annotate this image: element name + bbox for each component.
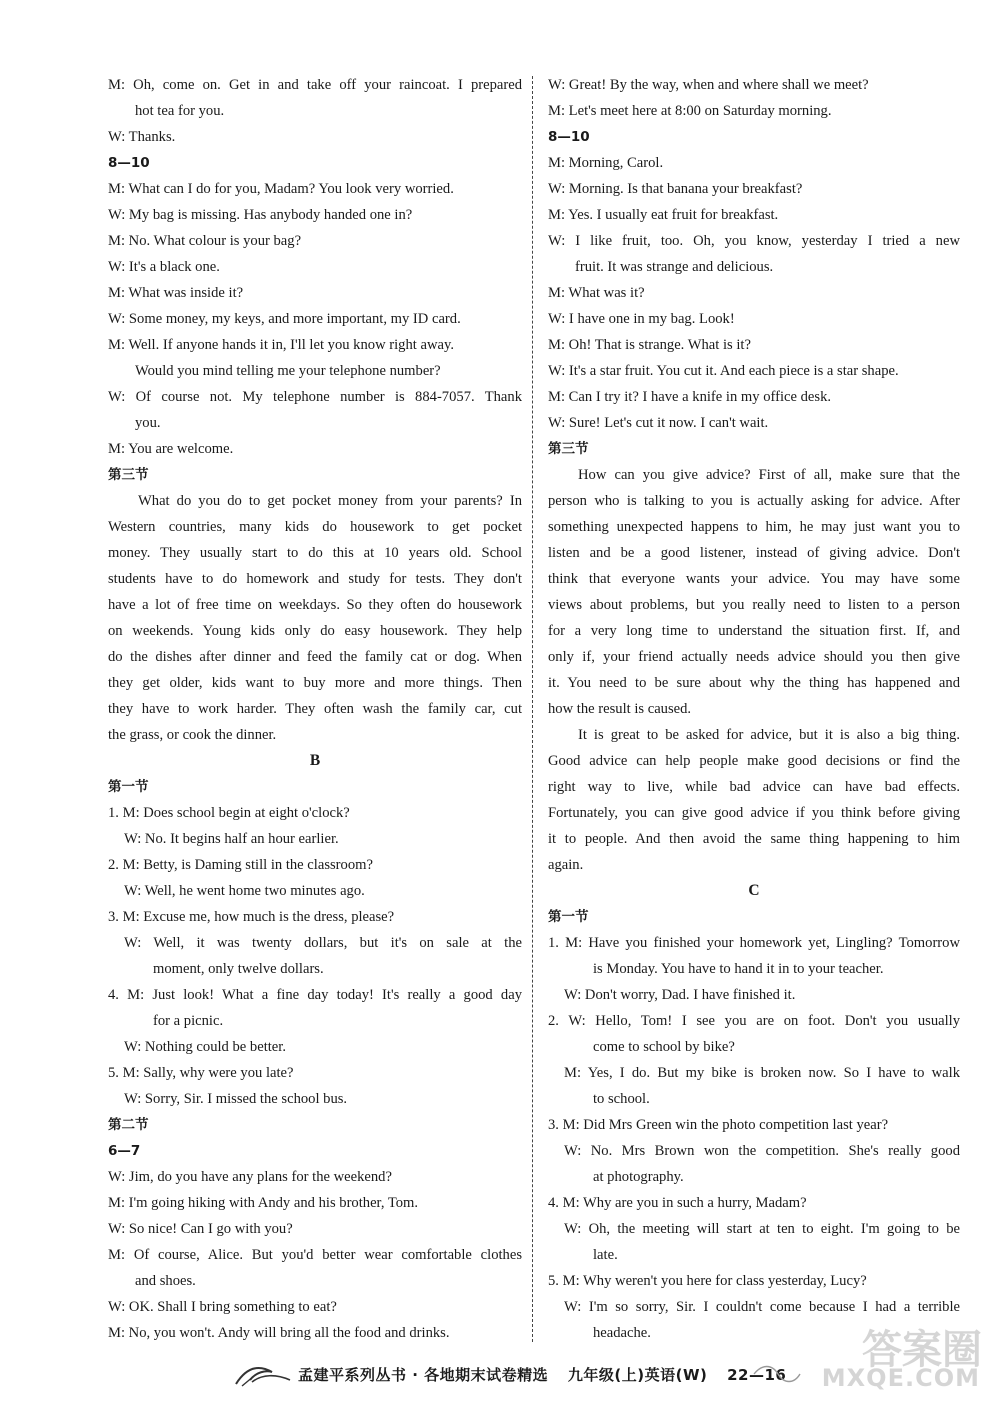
text-line: to school. bbox=[593, 1091, 650, 1107]
text-line: M: No, you won't. Andy will bring all the food and drinks. bbox=[108, 1325, 450, 1341]
footer-text bbox=[298, 1364, 800, 1385]
text-line: listen and be a good listener, instead of giving advice. Don't bbox=[548, 545, 960, 561]
text-line: 8—10 bbox=[548, 129, 590, 145]
text-line: views about problems, but you really need to listen to a person bbox=[548, 597, 960, 613]
text-line: again. bbox=[548, 857, 584, 873]
text-line: M: Let's meet here at 8:00 on Saturday morning. bbox=[548, 103, 832, 119]
text-line: how the result is caused. bbox=[548, 701, 692, 717]
text-line: W: I have one in my bag. Look! bbox=[548, 311, 735, 327]
text-line: W: Oh, the meeting will start at ten to eight. I'm going to be bbox=[564, 1221, 960, 1237]
column-divider bbox=[532, 76, 533, 1342]
footer-decoration-icon bbox=[752, 1360, 802, 1388]
text-line: for a picnic. bbox=[153, 1013, 224, 1029]
text-line: M: Oh! That is strange. What is it? bbox=[548, 337, 751, 353]
text-line: M: Oh, come on. Get in and take off your raincoat. I prepared bbox=[108, 77, 522, 93]
text-line: M: I'm going hiking with Andy and his brother, Tom. bbox=[108, 1195, 419, 1211]
text-line: W: Don't worry, Dad. I have finished it. bbox=[564, 987, 796, 1003]
text-line: fruit. It was strange and delicious. bbox=[575, 259, 774, 275]
text-line: W: Of course not. My telephone number is 884-7057. Thank bbox=[108, 389, 522, 405]
text-line: W: Jim, do you have any plans for the weekend? bbox=[108, 1169, 392, 1185]
text-line: W: Morning. Is that banana your breakfast? bbox=[548, 181, 803, 197]
text-line: W: Sure! Let's cut it now. I can't wait. bbox=[548, 415, 769, 431]
text-line: W: Sorry, Sir. I missed the school bus. bbox=[124, 1091, 348, 1107]
text-line: money. They usually start to do this at 10 years old. School bbox=[108, 545, 522, 561]
footer-series: 孟建平系列丛书 · 各地期末试卷精选 bbox=[298, 1366, 549, 1384]
text-line: on weekends. Young kids only do easy housework. They help bbox=[108, 623, 522, 639]
text-line: person who is talking to you is actually asking for advice. After bbox=[548, 493, 960, 509]
text-line: do the dishes after dinner and feed the family cat or dog. When bbox=[108, 649, 522, 665]
text-line: M: Yes. I usually eat fruit for breakfast. bbox=[548, 207, 779, 223]
text-line: 3. M: Did Mrs Green win the photo competition last year? bbox=[548, 1117, 889, 1133]
text-line: 8—10 bbox=[108, 155, 150, 171]
text-line: M: No. What colour is your bag? bbox=[108, 233, 302, 249]
watermark-url: MXQE.COM bbox=[821, 1364, 980, 1392]
text-line: 第三节 bbox=[108, 467, 149, 483]
text-line: it to people. And then avoid the same thing happening to him bbox=[548, 831, 960, 847]
text-line: the grass, or cook the dinner. bbox=[108, 727, 277, 743]
text-line: C bbox=[748, 882, 760, 899]
text-line: have a lot of free time on weekdays. So they often do housework bbox=[108, 597, 522, 613]
text-line: M: Of course, Alice. But you'd better wear comfortable clothes bbox=[108, 1247, 522, 1263]
text-line: you. bbox=[135, 415, 161, 431]
text-line: W: My bag is missing. Has anybody handed one in? bbox=[108, 207, 413, 223]
text-line: How can you give advice? First of all, make sure that the bbox=[578, 467, 960, 483]
text-line: at photography. bbox=[593, 1169, 684, 1185]
text-line: W: Well, it was twenty dollars, but it's on sale at the bbox=[124, 935, 522, 951]
watermark bbox=[821, 1318, 988, 1398]
left-column bbox=[108, 72, 522, 1346]
text-line: late. bbox=[593, 1247, 618, 1263]
text-line: W: No. It begins half an hour earlier. bbox=[124, 831, 339, 847]
text-line: W: Great! By the way, when and where shall we meet? bbox=[548, 77, 869, 93]
text-line: W: So nice! Can I go with you? bbox=[108, 1221, 293, 1237]
text-line: think that everyone wants your advice. You may have some bbox=[548, 571, 960, 587]
text-line: they have to work harder. They often wash the family car, cut bbox=[108, 701, 522, 717]
text-line: they get older, kids want to buy more and more things. Then bbox=[108, 675, 522, 691]
text-line: M: You are welcome. bbox=[108, 441, 234, 457]
text-line: M: Morning, Carol. bbox=[548, 155, 664, 171]
text-line: What do you do to get pocket money from your parents? In bbox=[138, 493, 522, 509]
text-line: W: Well, he went home two minutes ago. bbox=[124, 883, 365, 899]
text-line: It is great to be asked for advice, but it is also a big thing. bbox=[578, 727, 960, 743]
text-line: W: It's a star fruit. You cut it. And each piece is a star shape. bbox=[548, 363, 899, 379]
watermark-logo-text: 答案圈 bbox=[862, 1327, 982, 1373]
text-line: hot tea for you. bbox=[135, 103, 225, 119]
text-line: 2. M: Betty, is Daming still in the classroom? bbox=[108, 857, 373, 873]
text-line: 2. W: Hello, Tom! I see you are on foot. Don't you usually bbox=[548, 1013, 960, 1029]
text-line: Western countries, many kids do housework to get pocket bbox=[108, 519, 522, 535]
text-line: M: What was it? bbox=[548, 285, 645, 301]
text-line: B bbox=[309, 752, 321, 769]
text-line: and shoes. bbox=[135, 1273, 196, 1289]
text-line: 1. M: Have you finished your homework yet, Lingling? Tomorrow bbox=[548, 935, 960, 951]
text-line: come to school by bike? bbox=[593, 1039, 735, 1055]
text-line: 4. M: Why are you in such a hurry, Madam? bbox=[548, 1195, 807, 1211]
text-line: 第二节 bbox=[108, 1117, 149, 1133]
text-line: 第一节 bbox=[108, 779, 149, 795]
publisher-logo-icon bbox=[232, 1358, 296, 1390]
text-line: W: No. Mrs Brown won the competition. She's really good bbox=[564, 1143, 960, 1159]
text-line: students have to do homework and study for tests. They don't bbox=[108, 571, 522, 587]
text-line: 1. M: Does school begin at eight o'clock? bbox=[108, 805, 350, 821]
text-line: M: Can I try it? I have a knife in my office desk. bbox=[548, 389, 832, 405]
text-line: something unexpected happens to him, he may just want you to bbox=[548, 519, 960, 535]
text-line: 第一节 bbox=[548, 909, 589, 925]
text-line: W: Nothing could be better. bbox=[124, 1039, 286, 1055]
text-line: W: OK. Shall I bring something to eat? bbox=[108, 1299, 337, 1315]
text-line: W: I like fruit, too. Oh, you know, yesterday I tried a new bbox=[548, 233, 960, 249]
text-line: 5. M: Sally, why were you late? bbox=[108, 1065, 294, 1081]
text-line: W: Some money, my keys, and more important, my ID card. bbox=[108, 311, 461, 327]
text-line: W: I'm so sorry, Sir. I couldn't come because I had a terrible bbox=[564, 1299, 960, 1315]
text-line: only if, your friend actually needs advice should you then give bbox=[548, 649, 960, 665]
text-line: 第三节 bbox=[548, 441, 589, 457]
text-line: M: What was inside it? bbox=[108, 285, 244, 301]
footer-grade: 九年级(上)英语(W) bbox=[567, 1366, 708, 1384]
text-line: headache. bbox=[593, 1325, 651, 1341]
text-line: 3. M: Excuse me, how much is the dress, please? bbox=[108, 909, 395, 925]
text-line: M: Yes, I do. But my bike is broken now. So I have to walk bbox=[564, 1065, 960, 1081]
text-line: Good advice can help people make good decisions or find the bbox=[548, 753, 960, 769]
text-line: moment, only twelve dollars. bbox=[153, 961, 324, 977]
text-line: Fortunately, you can give good advice if you think before giving bbox=[548, 805, 960, 821]
text-line: Would you mind telling me your telephone number? bbox=[135, 363, 441, 379]
text-line: M: What can I do for you, Madam? You look very worried. bbox=[108, 181, 454, 197]
text-line: is Monday. You have to hand it in to your teacher. bbox=[593, 961, 884, 977]
text-line: 5. M: Why weren't you here for class yesterday, Lucy? bbox=[548, 1273, 867, 1289]
right-column bbox=[548, 72, 960, 1346]
text-line: 6—7 bbox=[108, 1143, 141, 1159]
footer-page-number: 22—16 bbox=[727, 1366, 787, 1384]
text-line: W: It's a black one. bbox=[108, 259, 220, 275]
text-line: for a very long time to understand the situation first. If, and bbox=[548, 623, 960, 639]
text-line: it. You need to be sure about why the thing has happened and bbox=[548, 675, 960, 691]
text-line: W: Thanks. bbox=[108, 129, 176, 145]
text-line: 4. M: Just look! What a fine day today! It's really a good day bbox=[108, 987, 522, 1003]
text-line: M: Well. If anyone hands it in, I'll let you know right away. bbox=[108, 337, 454, 353]
text-line: right way to live, while bad advice can have bad effects. bbox=[548, 779, 960, 795]
